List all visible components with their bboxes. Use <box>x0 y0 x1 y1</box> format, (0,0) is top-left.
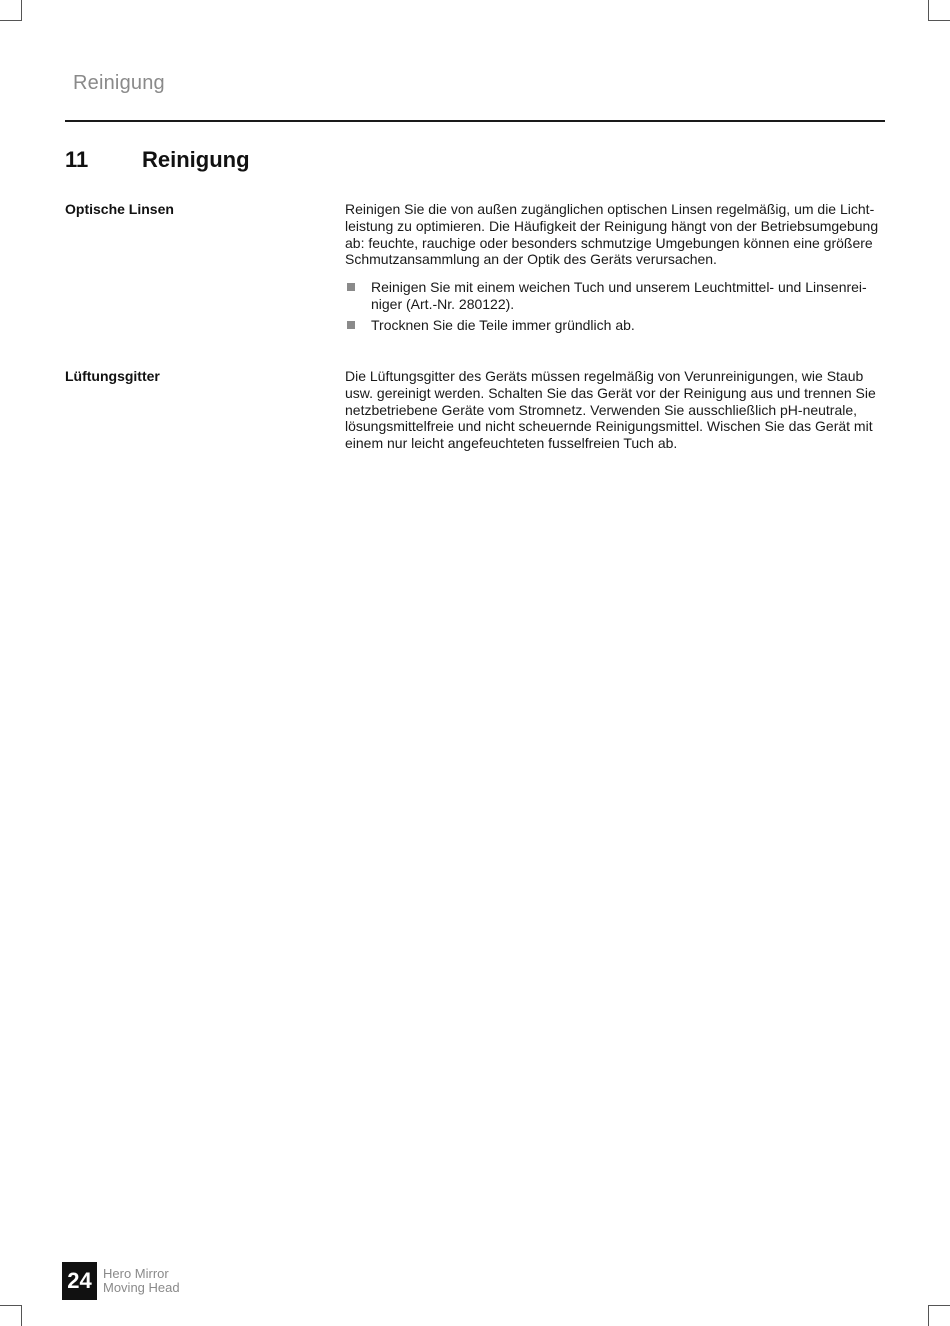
chapter-title: Reinigung <box>142 147 250 172</box>
crop-mark <box>928 1305 950 1306</box>
section-optische-linsen <box>65 201 885 341</box>
section-body <box>345 201 885 338</box>
crop-mark <box>928 20 950 21</box>
running-header: Reinigung <box>73 72 165 94</box>
crop-mark <box>0 20 22 21</box>
header-rule <box>65 120 885 122</box>
crop-mark <box>928 1305 929 1326</box>
chapter-number: 11 <box>65 147 89 172</box>
crop-mark <box>928 0 929 21</box>
footer-product-name <box>103 1267 180 1295</box>
section-paragraph: Die Lüftungsgitter des Geräts müssen regelmäßig von Verunreinigungen, wie Staub usw. gereinigt werden. Schalten Sie das Gerät vor der Reinigung aus und trennen Sie netzbetriebene Geräte vom Stromnetz. Verwenden Sie ausschließlich pH-neutrale, lösungsmittelfreie und nicht scheuernde Reinigungsmittel. Wischen Sie das Gerät mit einem nur leicht angefeuchteten fusselfreien Tuch ab. <box>345 368 876 452</box>
page-number: 24 <box>62 1262 97 1300</box>
list-item-text: Trocknen Sie die Teile immer gründlich ab. <box>371 316 635 333</box>
section-paragraph: Reinigen Sie die von außen zugänglichen optischen Linsen regelmäßig, um die Lichtleistung zu optimieren. Die Häufigkeit der Reinigung hängt von der Betriebsumgebung ab: feuchte, rauchige oder besonders schmutzige Umgebungen können eine größere Schmutzansammlung an der Optik des Geräts verursachen. <box>345 201 879 268</box>
footer-product-line: Hero Mirror <box>103 1266 169 1281</box>
crop-mark <box>0 1305 22 1306</box>
footer-product-line: Moving Head <box>103 1280 180 1295</box>
square-bullet-icon <box>347 321 355 329</box>
list-item-text: Reinigen Sie mit einem weichen Tuch und unserem Leuchtmittel- und Linsenreiniger (Art.-Nr. 280122). <box>371 279 867 312</box>
list-item <box>345 279 885 313</box>
crop-mark <box>21 0 22 21</box>
chapter-heading <box>65 147 250 173</box>
list-item <box>345 317 885 334</box>
square-bullet-icon <box>347 283 355 291</box>
bullet-list <box>345 279 885 333</box>
crop-mark <box>21 1305 22 1326</box>
section-lueftungsgitter <box>65 368 885 458</box>
section-label: Optische Linsen <box>65 201 174 217</box>
section-label: Lüftungsgitter <box>65 368 160 384</box>
section-body <box>345 368 885 452</box>
